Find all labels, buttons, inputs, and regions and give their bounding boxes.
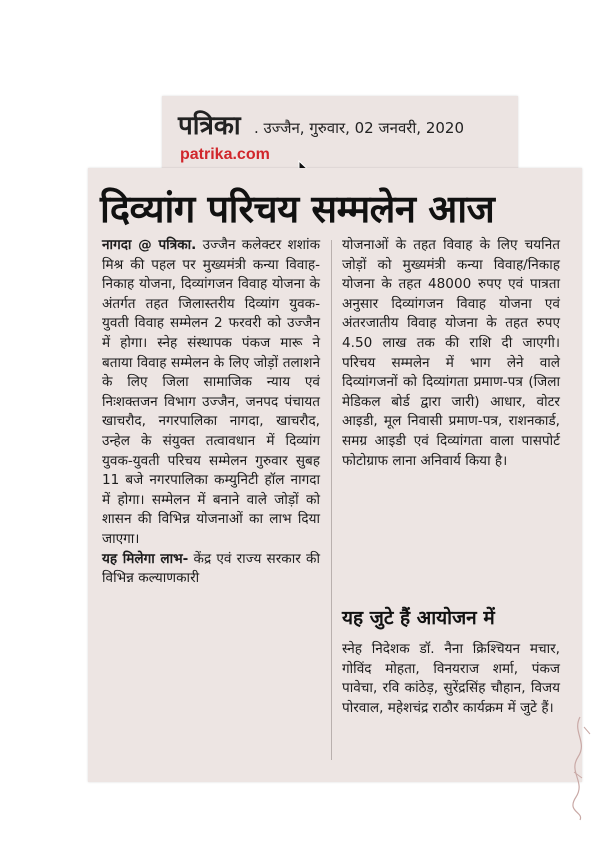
masthead-dateline: . उज्जैन, गुरुवार, 02 जनवरी, 2020 (254, 119, 465, 137)
article-body-right: योजनाओं के तहत विवाह के लिए चयनित जोड़ों को मुख्यमंत्री कन्या विवाह/निकाह योजना के तहत 48000 रुपए एवं पात्रता अनुसार दिव्यांगजन विवाह योजना एवं अंतरजातीय विवाह योजना के तहत रुपए 4.50 लाख तक की राशि दी जाएगी। परिचय सम्मलेन में भाग लेने वाले दिव्यांगजनों को दिव्यांगता प्रमाण-पत्र (जिला मेडिकल बोर्ड द्वारा जारी) आधार, वोटर आइडी, मूल निवासी प्रमाण-पत्र, राशनकार्ड, समग्र आइडी एवं दिव्यांगता वाला पासपोर्ट फोटोग्राफ लाना अनिवार्य किया है। (342, 237, 560, 469)
benefit-text: केंद्र एवं राज्य सरकार की विभिन्न कल्याणकारी (102, 550, 320, 587)
article-paragraph (102, 236, 320, 550)
article-dateline: नागदा @ पत्रिका. (102, 237, 197, 253)
article-column-left (102, 236, 320, 589)
article-headline: दिव्यांग परिचय सम्मलेन आज (100, 187, 495, 231)
pen-scribble-mark (560, 712, 600, 822)
organizers-list: स्नेह निदेशक डॉ. नैना क्रिश्चियन मचार, गोविंद मोहता, विनयराज शर्मा, पंकज पावेचा, रवि कांठेड़, सुरेंद्रसिंह चौहान, विजय पोरवाल, महेशचंद्र राठौर कार्यक्रम में जुटे हैं। (342, 641, 560, 716)
website-label: patrika.com (180, 146, 270, 163)
newspaper-masthead (162, 96, 518, 178)
newspaper-logo: पत्रिका (178, 111, 241, 141)
organizers-subheading: यह जुटे हैं आयोजन में (342, 607, 495, 629)
article-paragraph (102, 550, 320, 589)
article-column-right (342, 236, 560, 471)
column-divider (331, 240, 332, 760)
article-body-left: उज्जैन कलेक्टर शशांक मिश्र की पहल पर मुख्यमंत्री कन्या विवाह-निकाह योजना, दिव्यांगजन विवाह योजना के अंतर्गत तहत जिलास्तरीय दिव्यांग युवक-युवती विवाह सम्मेलन 2 फरवरी को उज्जैन में होगा। स्नेह संस्थापक पंकज मारू ने बताया विवाह सम्मेलन के लिए जोड़ों तलाशने के लिए जिला सामाजिक न्याय एवं निःशक्तजन विभाग उज्जैन, जनपद पंचायत खाचरौद, नगरपालिका नागदा, खाचरौद, उन्हेल के संयुक्त तत्वावधान में दिव्यांग युवक-युवती परिचय सम्मेलन गुरुवार सुबह 11 बजे नगरपालिका कम्युनिटी हॉल नागदा में होगा। सम्मेलन में बनाने वाले जोड़ों को शासन की विभिन्न योजनाओं का लाभ दिया जाएगा। (102, 237, 321, 547)
benefit-label: यह मिलेगा लाभ- (102, 550, 189, 567)
organizers-column (342, 640, 560, 718)
